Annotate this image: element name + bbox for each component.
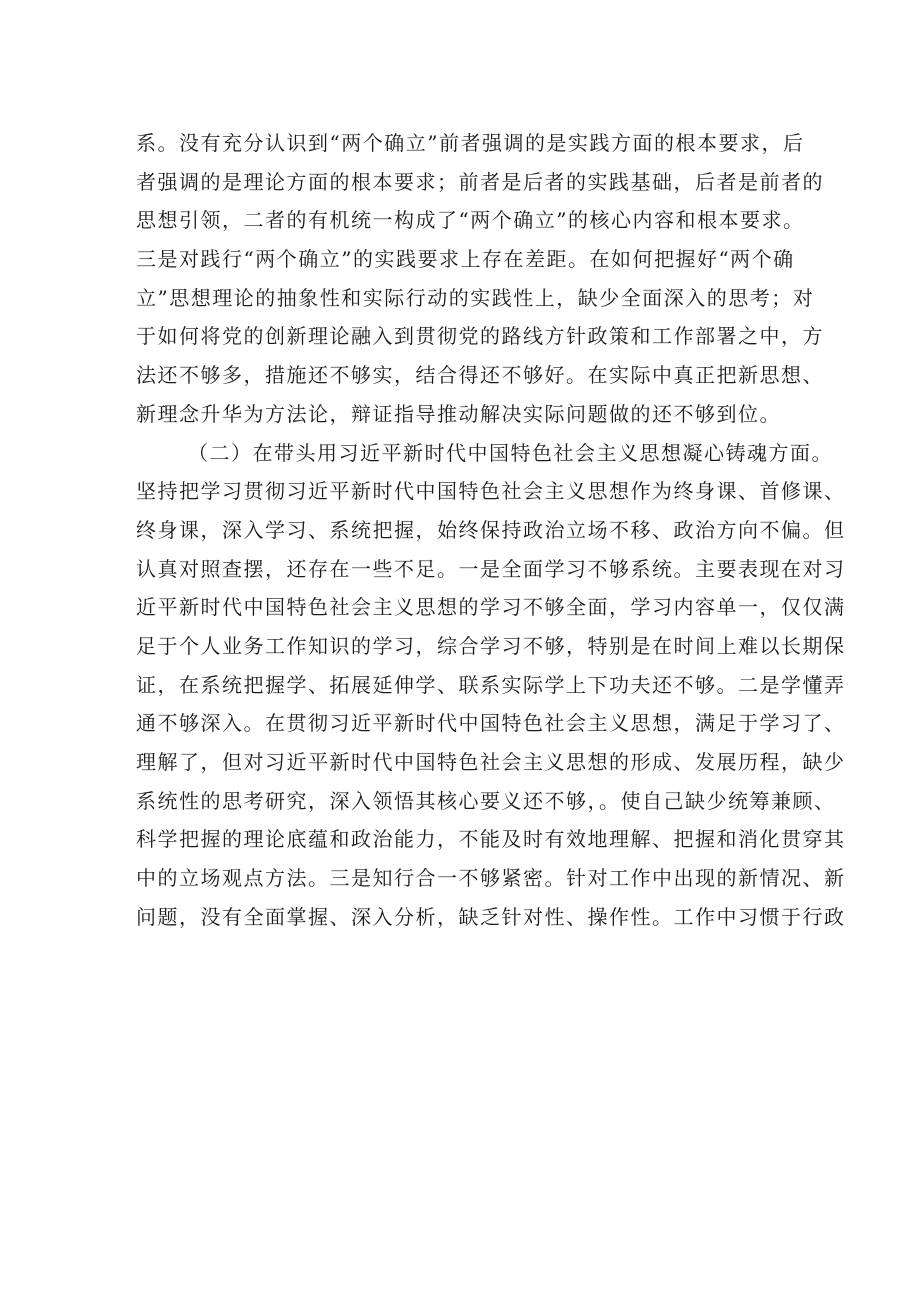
text-line: 问题，没有全面掌握、深入分析，缺乏针对性、操作性。工作中习惯于行政 bbox=[136, 904, 846, 929]
text-line: 系。没有充分认识到“两个确立”前者强调的是实践方面的根本要求，后 bbox=[136, 131, 805, 155]
text-line: 思想引领，二者的有机统一构成了“两个确立”的核心内容和根本要求。 bbox=[136, 208, 805, 233]
text-line: 近平新时代中国特色社会主义思想的学习不够全面，学习内容单一，仅仅满 bbox=[136, 595, 846, 620]
text-line: 证，在系统把握学、拓展延伸学、联系实际学上下功夫还不够。二是学懂弄 bbox=[136, 672, 846, 697]
text-line: 中的立场观点方法。三是知行合一不够紧密。针对工作中出现的新情况、新 bbox=[136, 866, 846, 891]
text-line: 于如何将党的创新理论融入到贯彻党的路线方针政策和工作部署之中，方 bbox=[136, 324, 824, 349]
text-line: 科学把握的理论底蕴和政治能力，不能及时有效地理解、把握和消化贯穿其 bbox=[136, 827, 846, 852]
document-body bbox=[136, 124, 846, 936]
text-line: 三是对践行“两个确立”的实践要求上存在差距。在如何把握好“两个确 bbox=[136, 247, 795, 272]
text-line: 法还不够多，措施还不够实，结合得还不够好。在实际中真正把新思想、 bbox=[136, 363, 824, 388]
text-line: 系统性的思考研究，深入领悟其核心要义还不够，。使自己缺少统筹兼顾、 bbox=[136, 788, 836, 813]
text-line: 者强调的是理论方面的根本要求；前者是后者的实践基础，后者是前者的 bbox=[136, 169, 824, 194]
section-heading: （二）在带头用习近平新时代中国特色社会主义思想凝心铸魂方面。 bbox=[188, 440, 833, 465]
text-line: 认真对照查摆，还存在一些不足。一是全面学习不够系统。主要表现在对习 bbox=[136, 556, 846, 581]
text-line: 足于个人业务工作知识的学习，综合学习不够，特别是在时间上难以长期保 bbox=[136, 633, 846, 658]
text-line: 通不够深入。在贯彻习近平新时代中国特色社会主义思想，满足于学习了、 bbox=[136, 711, 846, 736]
text-line: 新理念升华为方法论，辩证指导推动解决实际问题做的还不够到位。 bbox=[136, 401, 781, 426]
text-line: 坚持把学习贯彻习近平新时代中国特色社会主义思想作为终身课、首修课、 bbox=[136, 479, 846, 504]
text-line: 立”思想理论的抽象性和实际行动的实践性上，缺少全面深入的思考；对 bbox=[136, 285, 815, 310]
text-line: 理解了，但对习近平新时代中国特色社会主义思想的形成、发展历程，缺少 bbox=[136, 750, 846, 774]
text-line: 终身课，深入学习、系统把握，始终保持政治立场不移、政治方向不偏。但 bbox=[136, 517, 846, 542]
